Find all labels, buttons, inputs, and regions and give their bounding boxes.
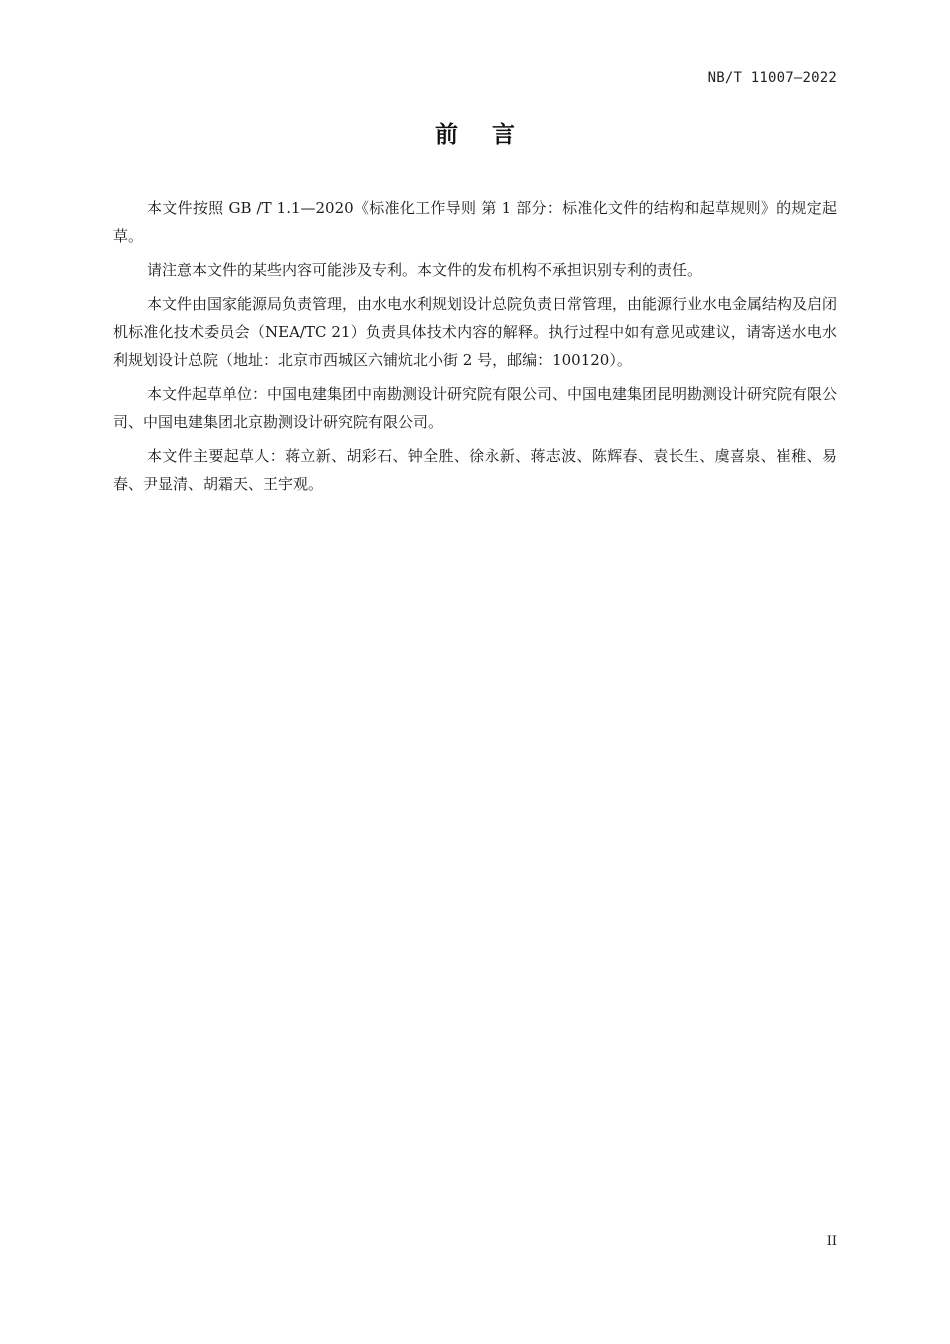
paragraph-patent-notice: 请注意本文件的某些内容可能涉及专利。本文件的发布机构不承担识别专利的责任。 [147, 261, 703, 279]
paragraph-management: 本文件由国家能源局负责管理，由水电水利规划设计总院负责日常管理，由能源行业水电金属结构及启闭机标准化技术委员会（NEA/TC 21）负责具体技术内容的解释。执行过程中如有意见或建议，请寄送水电水利规划设计总院（地址：北京市西城区六铺炕北小街 2 号，邮编：100120）。 [113, 295, 838, 369]
page-number: II [826, 1234, 837, 1249]
paragraph-drafting-units: 本文件起草单位：中国电建集团中南勘测设计研究院有限公司、中国电建集团昆明勘测设计研究院有限公司、中国电建集团北京勘测设计研究院有限公司。 [113, 385, 838, 431]
paragraph-drafting-rules: 本文件按照 GB /T 1.1—2020《标准化工作导则 第 1 部分：标准化文件的结构和起草规则》的规定起草。 [113, 199, 837, 245]
document-code: NB/T 11007—2022 [707, 70, 837, 86]
page-title: 前言 [435, 122, 549, 148]
paragraph-drafters: 本文件主要起草人：蒋立新、胡彩石、钟全胜、徐永新、蒋志波、陈辉春、袁长生、虞喜泉、崔稚、易春、尹显清、胡霜天、王宇观。 [113, 447, 837, 493]
foreword-body [113, 194, 837, 504]
